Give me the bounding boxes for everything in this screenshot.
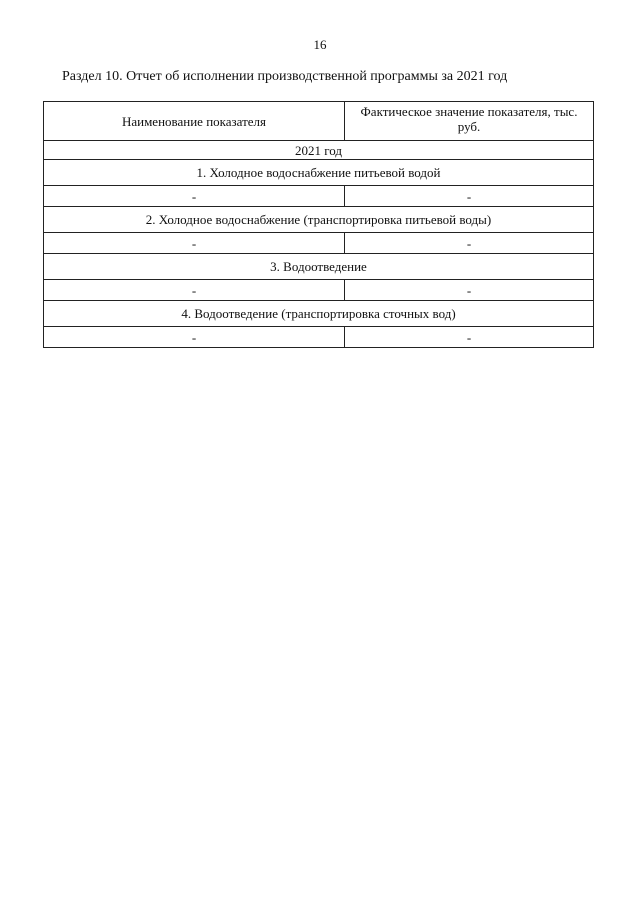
table-row [44,233,594,254]
indicator-cell: - [44,233,345,254]
value-cell: - [345,186,594,207]
section-row [44,207,594,233]
table-row [44,280,594,301]
section-title-wastewater: 3. Водоотведение [44,254,594,280]
indicator-cell: - [44,186,345,207]
section-row [44,160,594,186]
header-actual-value: Фактическое значение показателя, тыс. руб. [345,102,594,141]
section-row [44,254,594,280]
year-row [44,141,594,160]
section-title-wastewater-transport: 4. Водоотведение (транспортировка сточных вод) [44,301,594,327]
header-row [44,102,594,141]
year-label: 2021 год [44,141,594,160]
section-title-cold-water: 1. Холодное водоснабжение питьевой водой [44,160,594,186]
page-number: 16 [313,37,327,52]
header-indicator-name: Наименование показателя [44,102,345,141]
section-title-cold-water-transport: 2. Холодное водоснабжение (транспортировка питьевой воды) [44,207,594,233]
section-title: Раздел 10. Отчет об исполнении производственной программы за 2021 год [62,69,508,84]
report-table [43,101,594,348]
table-row [44,186,594,207]
table-row [44,327,594,348]
value-cell: - [345,233,594,254]
indicator-cell: - [44,327,345,348]
value-cell: - [345,280,594,301]
section-row [44,301,594,327]
indicator-cell: - [44,280,345,301]
value-cell: - [345,327,594,348]
